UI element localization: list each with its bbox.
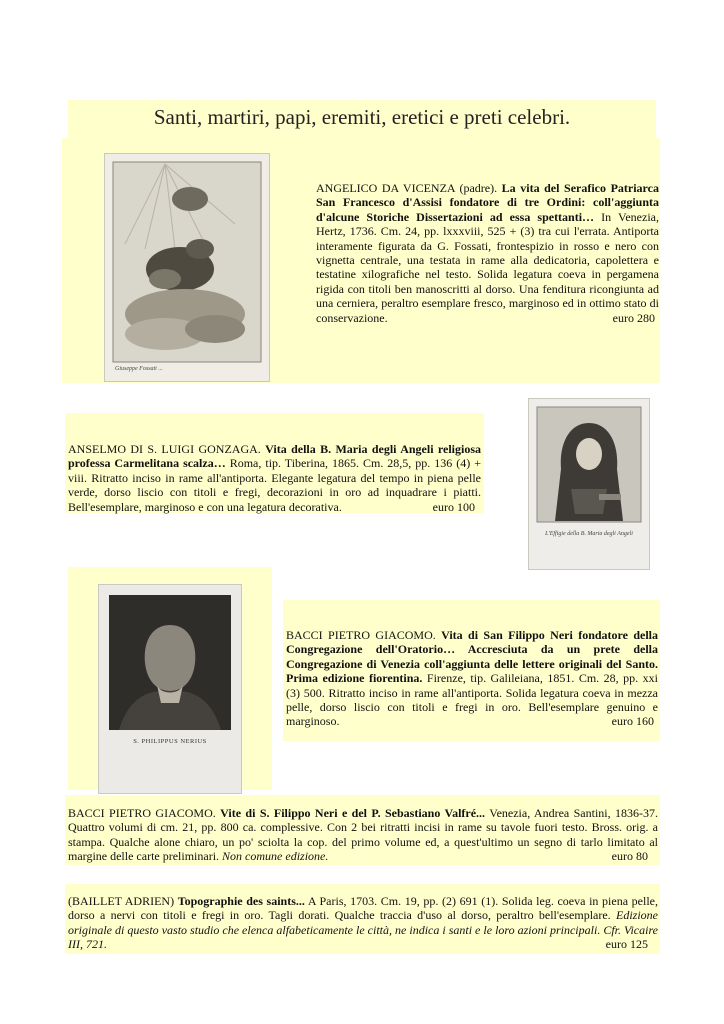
page-title: Santi, martiri, papi, eremiti, eretici e preti celebri. (68, 100, 656, 138)
entry-3-details: Firenze, tip. Galileiana, 1851. Cm. 28, pp. xxi (3) 500. Ritratto inciso in rame all'antiporta. Solida legatura coeva in mezza pelle, dorso liscio con titoli e fregi in oro. Bell'esemplare genuino e marginoso. (286, 671, 658, 729)
entry-2-details: Roma, tip. Tiberina, 1865. Cm. 28,5, pp. 136 (4) + viii. Ritratto inciso in rame all'antiporta. Elegante legatura del tempo in piena pelle verde, dorso liscio con titoli e fregi, decorazioni in oro ad inquadrare i piatti. Bell'esemplare, marginoso e con una legatura decorativa. (68, 456, 482, 514)
entry-1-price: euro 280 (612, 310, 655, 325)
entry-3-title: Vita di San Filippo Neri fondatore della Congregazione dell'Oratorio… Accresciuta da un prete della Congregazione di Venezia coll'aggiunta delle lettere originali del Santo. Prima edizione fiorentina. (286, 628, 659, 686)
entry-3-portrait (98, 584, 242, 794)
entry-1-engraving (104, 153, 270, 382)
entry-2-author: ANSELMO DI S. LUIGI GONZAGA. (68, 442, 261, 456)
entry-5-text (68, 894, 658, 952)
entry-5-details: A Paris, 1703. Cm. 19, pp. (2) 691 (1). Solida leg. coeva in piena pelle, dorso a nervi con titoli e fregi in oro. Tagli dorati. Qualche traccia d'uso al dorso, peraltro bell'esemplare. (68, 894, 658, 923)
entry-5-title: Topographie des saints... (177, 894, 305, 908)
entry-3-author: BACCI PIETRO GIACOMO. (286, 628, 436, 642)
entry-4-note: Non comune edizione. (222, 849, 329, 864)
entry-1-author: ANGELICO DA VICENZA (padre). (316, 181, 498, 195)
entry-4-price: euro 80 (611, 849, 648, 864)
entry-1-details: In Venezia, Hertz, 1736. Cm. 24, pp. lxxxviii, 525 + (3) tra cui l'errata. Antiporta interamente figurata da G. Fossati, frontespizio in rosso e nero con vignetta centrale, una testata in rame alla dedicatoria, capolettera e testatine xilografiche nel testo. Solida legatura coeva in pergamena rigida con titoli ben manoscritti al dorso. Una fenditura ricongiunta ad una cerniera, peraltro esemplare fresco, marginoso ed in ottimo stato di conservazione. (316, 209, 659, 325)
entry-5-note: Edizione originale di questo vasto studio che elenca alfabeticamente le città, ne indica i santi e le loro azioni principali. Cfr. Vicaire III, 721. (68, 908, 658, 952)
entry-2-title: Vita della B. Maria degli Angeli religiosa professa Carmelitana scalza… (68, 442, 482, 471)
entry-2-plate-caption: L'Effigie della B. Maria degli Angeli (545, 531, 633, 537)
entry-1-plate-caption: Giuseppe Fossati ... (115, 366, 163, 372)
entry-5-price: euro 125 (605, 937, 648, 952)
entry-4-details: Venezia, Andrea Santini, 1836-37. Quattro volumi di cm. 21, pp. 800 ca. complessive. Con 2 bei ritratti incisi in rame su tavole fuori testo. Bross. orig. a stampa. Qualche alone chiaro, un po' sciolta la cop. del primo volume ed, a quest'ultimo un segno di tarlo limitato al margine delle carte preliminari. (68, 806, 659, 864)
entry-2-text (68, 442, 481, 514)
entry-2-price: euro 100 (432, 499, 475, 514)
entry-3-plate-caption: S. PHILIPPUS NERIUS (133, 738, 207, 745)
entry-4-title: Vite di S. Filippo Neri e del P. Sebastiano Valfré... (220, 806, 486, 820)
entry-5-author: (BAILLET ADRIEN) (68, 894, 175, 908)
entry-4-text (68, 806, 658, 864)
entry-3-price: euro 160 (611, 714, 654, 729)
entry-4-author: BACCI PIETRO GIACOMO. (68, 806, 216, 820)
entry-3-text (286, 628, 658, 729)
entry-1-title: La vita del Serafico Patriarca San Francesco d'Assisi fondatore di tre Ordini: coll'aggiunta d'alcune Storiche Dissertazioni ad essa spettanti… (316, 181, 659, 224)
entry-1-text (316, 181, 659, 325)
entry-2-portrait (528, 398, 650, 570)
